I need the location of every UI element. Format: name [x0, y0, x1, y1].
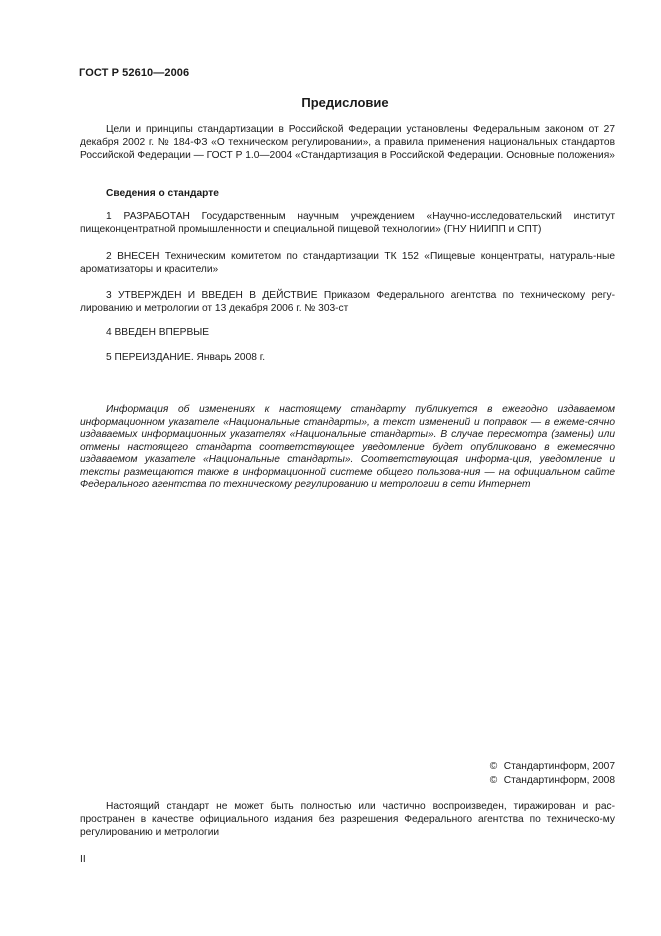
- list-item: 3 УТВЕРЖДЕН И ВВЕДЕН В ДЕЙСТВИЕ Приказом Федерального агентства по техническому регу-лированию и метрологии от 13 декабря 2006 г. № 303-ст: [80, 290, 615, 314]
- info-heading: Сведения о стандарте: [106, 188, 219, 199]
- list-item: 4 ВВЕДЕН ВПЕРВЫЕ: [106, 327, 210, 338]
- list-item: 1 РАЗРАБОТАН Государственным научным учреждением «Научно-исследовательский институт пищеконцентратной промышленности и специальной пищевой технологии» (ГНУ НИИПП и СПТ): [80, 211, 615, 235]
- copyright-text: Стандартинформ, 2007: [503, 761, 615, 772]
- copyright-line: [490, 775, 615, 788]
- changes-notice: Информация об изменениях к настоящему стандарту публикуется в ежегодно издаваемом информационном указателе «Национальные стандарты», а текст изменений и поправок — в ежеме-сячно издаваемых информационных указателях «Национальные стандарты». В случае пересмотра (замены) или отмены настоящего стандарта соответствующее уведомление будет опубликовано в ежемесячно издаваемом указателе «Национальные стандарты». Соответствующая информа-ция, уведомление и тексты размещаются также в информационной системе общего пользова-ния — на официальном сайте Федерального агентства по техническому регулированию и метрологии в сети Интернет: [80, 404, 615, 490]
- standard-code: ГОСТ Р 52610—2006: [79, 67, 190, 79]
- page-number: II: [80, 854, 86, 865]
- preface-intro: Цели и принципы стандартизации в Российской Федерации установлены Федеральным законом от 27 декабря 2002 г. № 184-ФЗ «О техническом регулировании», а правила применения национальных стандартов Российской Федерации — ГОСТ Р 1.0—2004 «Стандартизация в Российской Федерации. Основные положения»: [80, 124, 615, 161]
- copyright-text: Стандартинформ, 2008: [503, 775, 615, 786]
- list-item: 5 ПЕРЕИЗДАНИЕ. Январь 2008 г.: [106, 352, 266, 363]
- page-title: Предисловие: [301, 95, 389, 110]
- copyright-line: [490, 761, 615, 774]
- copyright-icon: ©: [489, 761, 498, 772]
- copyright-icon: ©: [489, 775, 498, 786]
- reproduction-notice: Настоящий стандарт не может быть полностью или частично воспроизведен, тиражирован и рас-пространен в качестве официального издания без разрешения Федерального агентства по техническо-му регулированию и метрологии: [80, 801, 615, 838]
- list-item: 2 ВНЕСЕН Техническим комитетом по стандартизации ТК 152 «Пищевые концентраты, натураль-ные ароматизаторы и красители»: [80, 251, 615, 275]
